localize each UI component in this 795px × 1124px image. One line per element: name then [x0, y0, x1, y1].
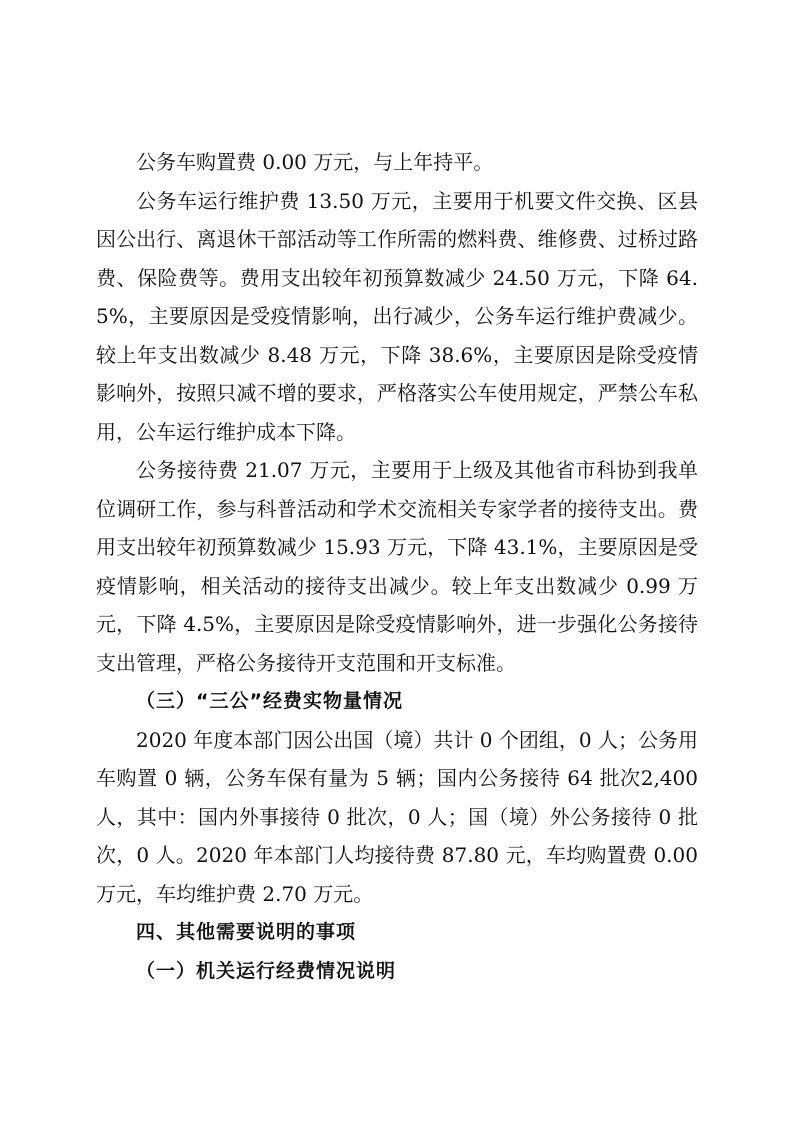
paragraph-official-reception: 公务接待费 21.07 万元，主要用于上级及其他省市科协到我单位调研工作，参与科普活动和学术交流相关专家学者的接待支出。费用支出较年初预算数减少 15.93 万元，下降 43.1%，主要原因是受疫情影响，相关活动的接待支出减少。较上年支出数减少 0.99 万元，下降 4.5%，主要原因是除受疫情影响外，进一步强化公务接待支出管理，严格公务接待开支范围和开支标准。	[96, 458, 698, 675]
paragraph-vehicle-purchase: 公务车购置费 0.00 万元，与上年持平。	[136, 150, 494, 174]
paragraph-physical-quantity: 2020 年度本部门因公出国（境）共计 0 个团组，0 人；公务用车购置 0 辆，公务车保有量为 5 辆；国内公务接待 64 批次2,400 人，其中：国内外事接待 0 批次，0 人；国（境）外公务接待 0 批次，0 人。2020 年本部门人均接待费 87.80 元，车均购置费 0.00 万元，车均维护费 2.70 万元。	[96, 727, 698, 906]
section-heading-other-matters: 四、其他需要说明的事项	[136, 921, 357, 943]
subsection-heading-operating-expenses: （一）机关运行经费情况说明	[136, 959, 397, 982]
document-body	[96, 143, 698, 990]
section-heading-physical-quantity: （三）“三公”经费实物量情况	[136, 690, 403, 712]
paragraph-vehicle-maintenance: 公务车运行维护费 13.50 万元，主要用于机要文件交换、区县因公出行、离退休干部活动等工作所需的燃料费、维修费、过桥过路费、保险费等。费用支出较年初预算数减少 24.50 万元，下降 64.5%，主要原因是受疫情影响，出行减少，公务车运行维护费减少。较上年支出数减少 8.48 万元，下降 38.6%，主要原因是除受疫情影响外，按照只减不增的要求，严格落实公车使用规定，严禁公车私用，公车运行维护成本下降。	[96, 188, 698, 444]
